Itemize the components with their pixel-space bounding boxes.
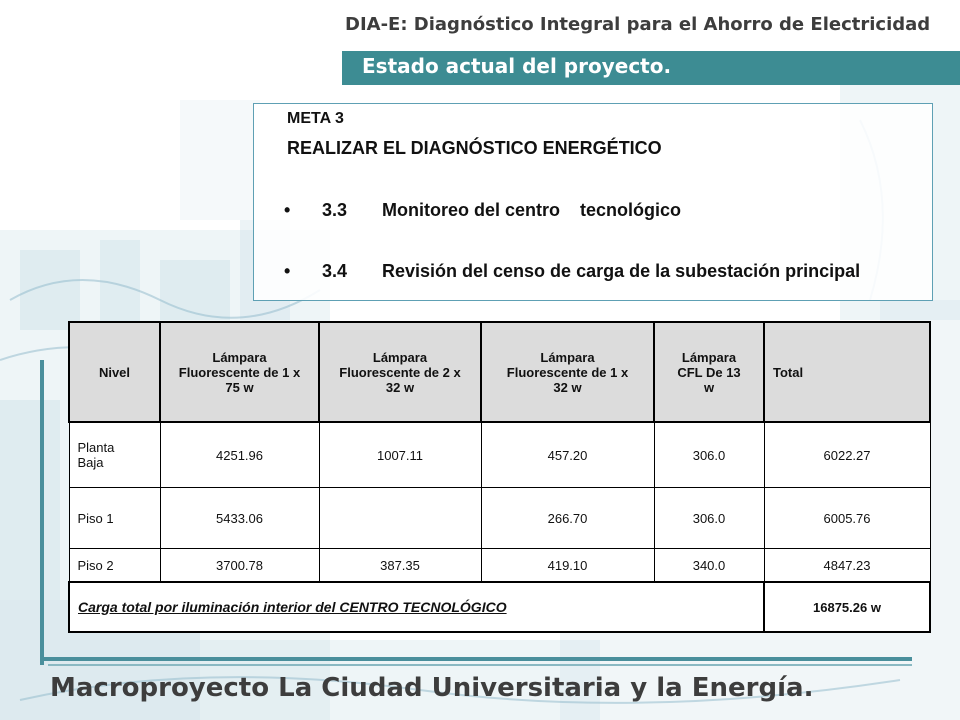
goal-item-text: Monitoreo del centro tecnológico xyxy=(382,200,682,220)
table-row xyxy=(69,422,930,488)
footer-title: Macroproyecto La Ciudad Universitaria y la Energía. xyxy=(50,673,814,703)
total-cell: 6022.27 xyxy=(764,422,930,488)
level-cell: Piso 2 xyxy=(69,549,160,583)
value-cell: 387.35 xyxy=(319,549,481,583)
level-cell: Planta Baja xyxy=(69,422,160,488)
total-load-value: 16875.26 w xyxy=(764,582,930,632)
bullet-icon: • xyxy=(284,261,291,281)
goal-item-number: 3.3 xyxy=(322,200,348,220)
goal-box xyxy=(253,103,933,301)
goal-title: META 3 xyxy=(287,110,344,127)
value-cell: 3700.78 xyxy=(160,549,319,583)
bullet-icon: • xyxy=(284,200,291,220)
value-cell: 306.0 xyxy=(654,488,764,549)
footer-rule xyxy=(40,657,912,661)
goal-item-text: Revisión del censo de carga de la subestación principal xyxy=(382,261,861,281)
goal-heading: REALIZAR EL DIAGNÓSTICO ENERGÉTICO xyxy=(287,138,662,158)
value-cell: 306.0 xyxy=(654,422,764,488)
section-title: Estado actual del proyecto. xyxy=(362,54,672,78)
value-cell: 419.10 xyxy=(481,549,654,583)
table-row xyxy=(69,549,930,583)
table-total-row xyxy=(69,582,930,632)
lighting-load-table xyxy=(68,321,931,633)
column-header-lamp-1x32w: Lámpara Fluorescente de 1 x 32 w xyxy=(481,322,654,422)
column-header-lamp-2x32w: Lámpara Fluorescente de 2 x 32 w xyxy=(319,322,481,422)
presentation-title: DIA-E: Diagnóstico Integral para el Ahorro de Electricidad xyxy=(345,14,931,35)
footer-vertical-rule xyxy=(40,360,44,665)
level-cell: Piso 1 xyxy=(69,488,160,549)
footer-rule-secondary xyxy=(48,664,912,666)
value-cell: 5433.06 xyxy=(160,488,319,549)
total-load-label: Carga total por iluminación interior del CENTRO TECNOLÓGICO xyxy=(69,582,764,632)
column-header-lamp-75w: Lámpara Fluorescente de 1 x 75 w xyxy=(160,322,319,422)
section-banner xyxy=(342,51,960,85)
value-cell: 1007.11 xyxy=(319,422,481,488)
value-cell: 266.70 xyxy=(481,488,654,549)
goal-item xyxy=(284,200,681,221)
column-header-cfl-13w: Lámpara CFL De 13 w xyxy=(654,322,764,422)
total-cell: 6005.76 xyxy=(764,488,930,549)
goal-item-number: 3.4 xyxy=(322,261,348,281)
value-cell: 457.20 xyxy=(481,422,654,488)
goal-item xyxy=(284,261,860,282)
value-cell xyxy=(319,488,481,549)
table-header-row xyxy=(69,322,930,422)
value-cell: 4251.96 xyxy=(160,422,319,488)
value-cell: 340.0 xyxy=(654,549,764,583)
column-header-total: Total xyxy=(764,322,930,422)
column-header-level: Nivel xyxy=(69,322,160,422)
total-cell: 4847.23 xyxy=(764,549,930,583)
table-row xyxy=(69,488,930,549)
